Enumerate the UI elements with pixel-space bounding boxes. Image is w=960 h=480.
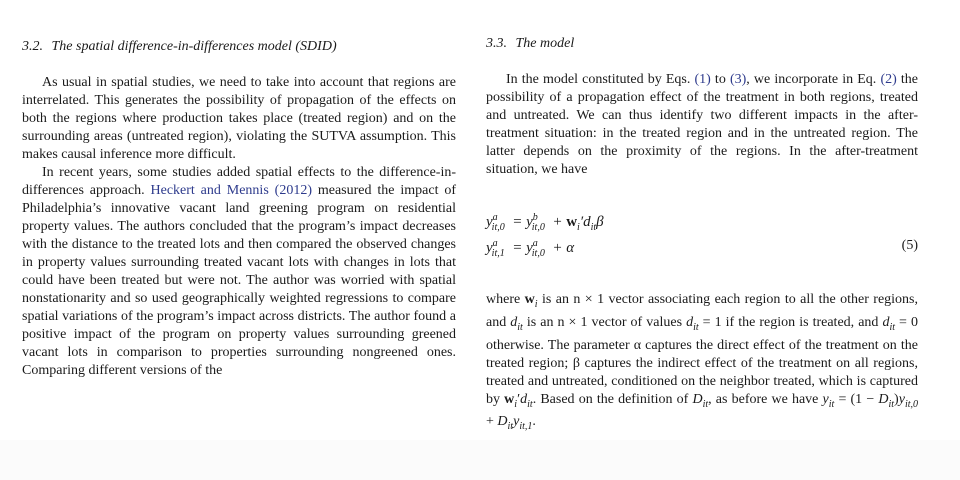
equation-line-1: $y^a_{it,0} = y^b_{it,0} + w_i'd_{it}\beta$ [486,212,604,233]
right-column-body-2 [486,291,918,436]
section-title: The spatial difference-in-differences model (SDID) [51,39,337,54]
section-title: The model [515,36,575,51]
equation-line-2: $y^a_{it,1} = y^a_{it,0} + \alpha$ [486,238,575,259]
left-column-body [22,74,456,380]
paragraph-text: = 1 if the region is treated, and [698,314,883,330]
section-heading-3-3 [486,35,918,53]
equation-ref-link[interactable]: (2) [880,72,897,87]
section-heading-3-2 [22,38,456,56]
section-number: 3.2. [22,39,43,54]
paragraph-text: , we incorporate in Eq. [746,72,881,87]
paragraph [22,74,456,164]
paragraph-text: is an n × 1 vector associating each region to all the other regions, and [486,292,919,330]
equation-ref-link[interactable]: (3) [729,72,747,87]
paragraph-text: In recent years, some studies added spatial effects to the difference-in-differences approach. [22,165,456,198]
paragraph-text: the possibility of a propagation effect of the treatment in both regions, treated and untreated. We can thus identify two different impacts in the after-treatment situation: in the treated region and in the untreated region. The latter depends on the proximity of the regions. In the after-treatment situation, we have [486,72,918,177]
paragraph-text: = 0 otherwise. The parameter α captures the direct effect of the treatment on the treated region; β captures the indirect effect of the treatment on all regions, treated and untreated, conditioned on the neighbor treated, which is captured by [486,314,918,407]
page-bottom-margin [0,440,960,480]
section-number: 3.3. [486,36,507,51]
citation-link[interactable]: Heckert and Mennis (2012) [150,183,312,198]
paragraph-text: , as before we have [708,391,823,407]
equation-number: (5) [901,238,918,253]
paragraph [486,71,918,179]
paragraph [22,164,456,380]
paragraph-text: measured the impact of Philadelphia’s innovative vacant land greening program on residential property values. The authors concluded that the program’s impact decreases with the distance to the treated lots and then compared the observed changes in property values surrounding treated vacant lots with changes in lots that could have been treated but were not. The author was worried with spatial nonstationarity and so used geographically weighted regressions to compare spatial variations of the program’s impact across districts. The author found a positive impact of the program on property values surrounding greened vacant lots in comparison to properties surrounding nongreened ones. Comparing different versions of the [22,183,457,378]
equation-ref-link[interactable]: (1) [694,72,711,87]
paragraph: where $w_i$ is an n × 1 vector associating each region to all the other regions, and $d_{it}$ is an n × 1 vector of values $d_{it} = 1$ if the region is treated, and $d_{it} = 0$ otherwise. The parameter α captures the direct effect of the treatment on the treated region; β captures the indirect effect of the treatment on all regions, treated and untreated, conditioned on the neighbor treated, which is captured by $w_i'd_{it}$. Based on the definition of $D_{it}$, as before we have $y_{it} = (1 - D_{it})y_{it,0} + D_{it}y_{it,1}$. [486,292,919,433]
paragraph-text: In the model constituted by Eqs. [506,72,695,87]
math-w-i: w [524,292,535,307]
paragraph-text: to [710,72,730,87]
paragraph-text: As usual in spatial studies, we need to take into account that regions are interrelated. This generates the possibility of propagation of the effects on both the regions where production takes place (treated region) and on the surrounding areas (untreated region), violating the SUTVA assumption. This makes causal inference more difficult. [22,75,456,162]
paragraph-text: . Based on the definition of [532,391,693,407]
right-column-body [486,71,918,179]
paragraph-text: is an n × 1 vector of values [522,314,687,330]
paragraph-text: where [486,292,525,307]
